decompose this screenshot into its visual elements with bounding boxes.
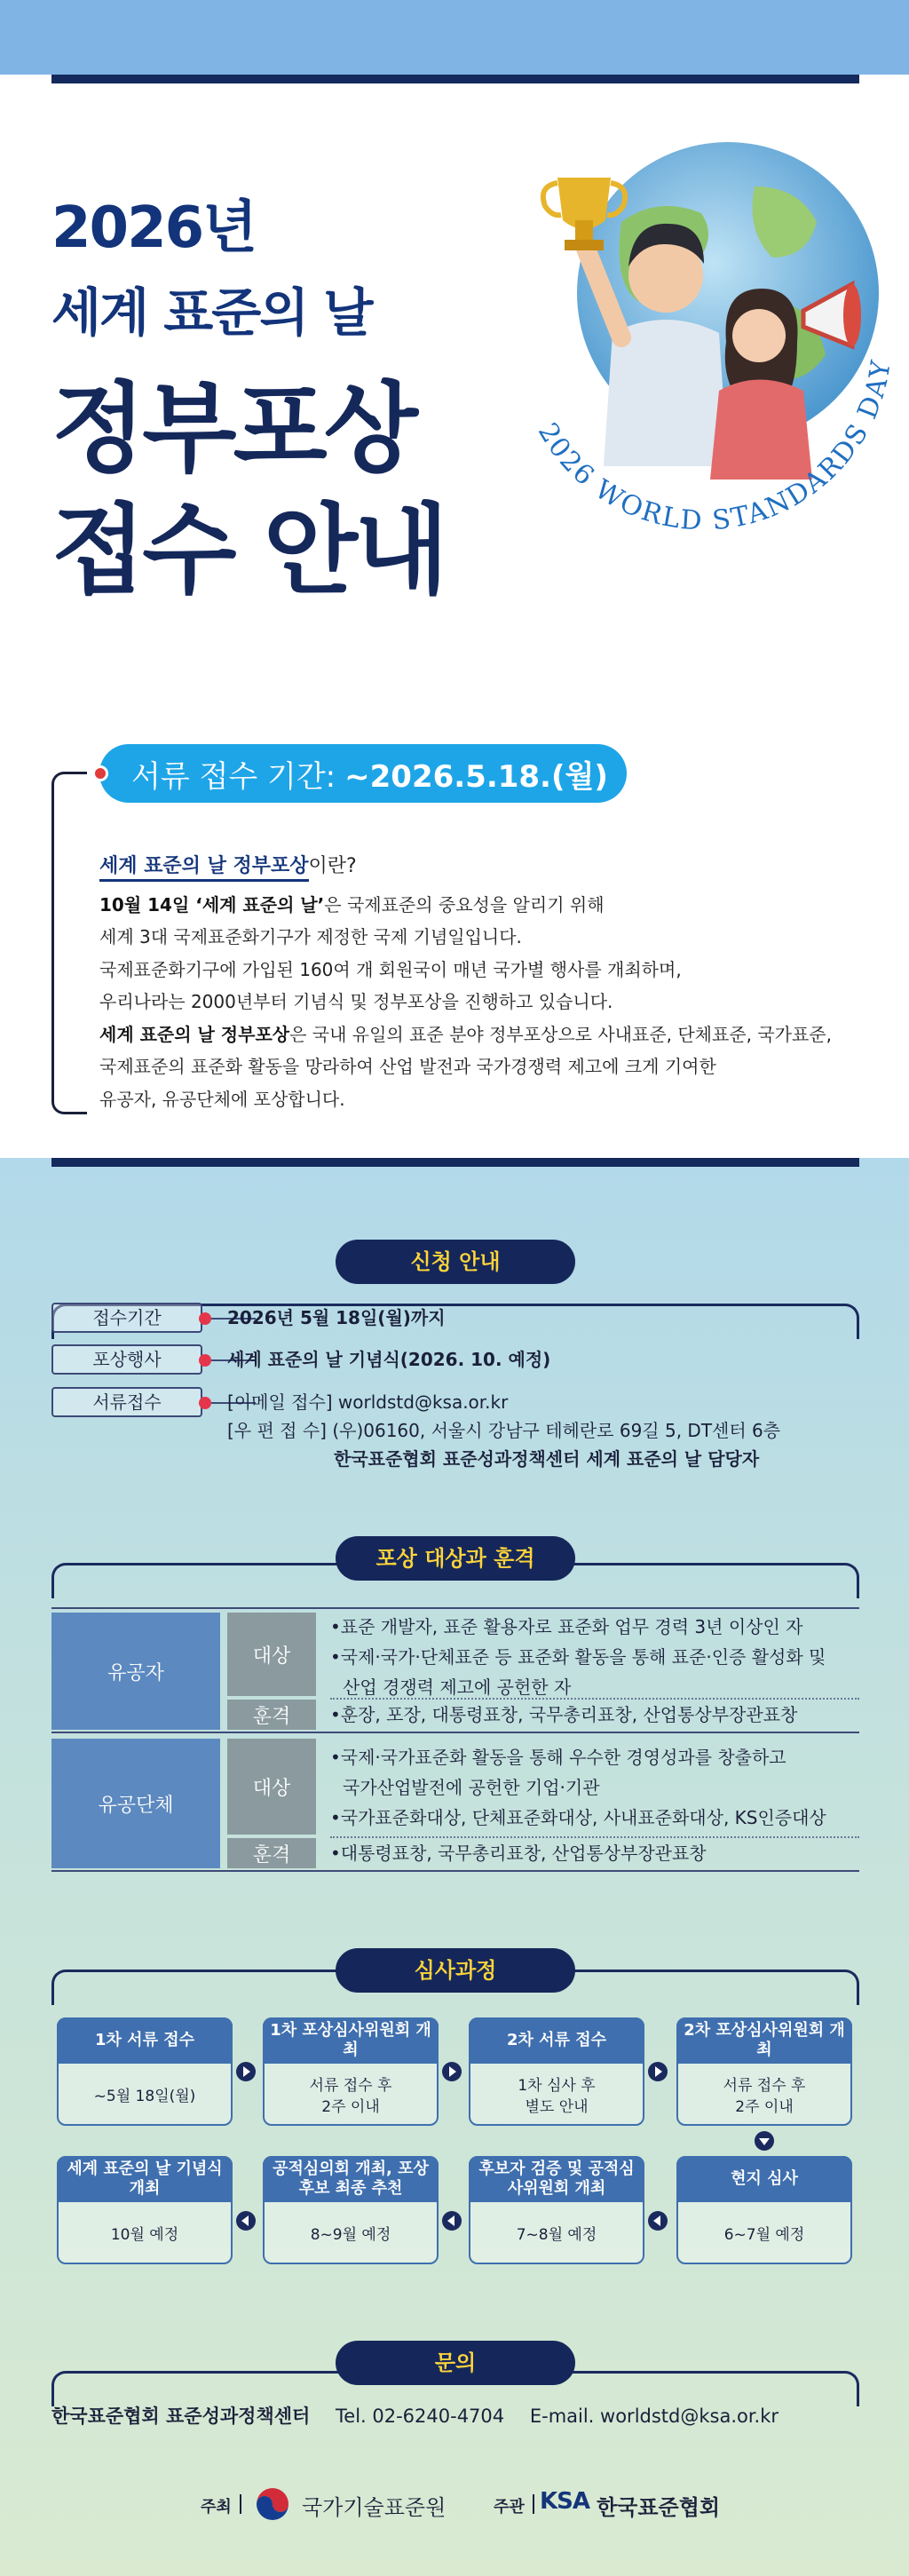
ksa-logo: KSA: [540, 2488, 589, 2515]
individual-target-line: 산업 경쟁력 제고에 공헌한 자: [343, 1676, 572, 1698]
intro-heading: [99, 851, 881, 884]
intro-line-3: 국제표준화기구에 가입된 160여 개 회원국이 매년 국가별 행사를 개최하며,: [99, 958, 682, 980]
submission-period-pill: [99, 744, 627, 803]
government-emblem-icon: [250, 2485, 295, 2524]
post-submission-line-2: 한국표준협회 표준성과정책센터 세계 표준의 날 담당자: [334, 1448, 760, 1470]
organization-target-line: •국제·국가표준화 활동을 통해 우수한 경영성과를 창출하고: [330, 1747, 786, 1768]
individual-category: 유공자: [51, 1613, 220, 1730]
individual-target-text: [330, 1612, 826, 1702]
bullet-dot: [199, 1397, 211, 1409]
application-row-label: 접수기간: [51, 1303, 202, 1333]
intro-heading-underlined: 세계 표준의 날 정부포상: [99, 855, 309, 882]
intro-heading-suffix: 이란?: [308, 855, 357, 877]
title-notice: 접수 안내: [51, 494, 446, 607]
review-step: [469, 2017, 644, 2126]
review-step: [57, 2156, 233, 2264]
bullet-dot: [199, 1312, 211, 1325]
title-year: 2026년: [51, 195, 256, 261]
review-step: [676, 2017, 852, 2126]
details-divider: [51, 1158, 859, 1167]
application-title: 신청 안내: [336, 1240, 575, 1284]
individual-target-line: •표준 개발자, 표준 활용자로 표준화 업무 경력 3년 이상인 자: [330, 1616, 803, 1637]
intro-bracket: [51, 772, 87, 1114]
individual-rank-label: 훈격: [227, 1700, 316, 1730]
individual-rank-text: •훈장, 포장, 대통령표창, 국무총리표창, 산업통상부장관표창: [330, 1704, 798, 1725]
application-row: [51, 1344, 859, 1375]
footer-separator: [240, 2494, 241, 2514]
intro-line-5-rest: 은 국내 유일의 표준 분야 정부포상으로 사내표준, 단체표준, 국가표준,: [289, 1023, 832, 1045]
arrow-right-icon: [236, 2062, 256, 2081]
organizer-org: 한국표준협회: [597, 2495, 721, 2520]
intro-line-5: [99, 1019, 881, 1051]
review-step-title: 공적심의회 개최, 포상후보 최종 추천: [263, 2156, 439, 2202]
awards-title: 포상 대상과 훈격: [336, 1536, 575, 1581]
hero-divider: [51, 75, 859, 83]
review-step-title: 세계 표준의 날 기념식 개최: [57, 2156, 233, 2202]
application-row-label: 서류접수: [51, 1387, 202, 1417]
contact-org: 한국표준협회 표준성과정책센터: [51, 2406, 311, 2427]
application-row: [51, 1387, 859, 1417]
review-step-detail: 7~8월 예정: [516, 2226, 597, 2244]
bullet-dot: [199, 1354, 211, 1367]
host-label: 주최: [201, 2498, 232, 2517]
review-step-title: 후보자 검증 및 공적심사위원회 개최: [469, 2156, 644, 2202]
organization-category: 유공단체: [51, 1739, 220, 1868]
review-step-title: 2차 포상심사위원회 개최: [676, 2017, 852, 2064]
contact-phone[interactable]: Tel. 02-6240-4704: [336, 2406, 505, 2427]
organization-target-line: 국가산업발전에 공헌한 기업·기관: [343, 1777, 600, 1798]
review-step-detail: 1차 심사 후 별도 안내: [518, 2077, 596, 2116]
period-dot: [92, 765, 108, 781]
intro-line-7: 유공자, 유공단체에 포상합니다.: [99, 1088, 345, 1110]
review-step-detail: 10월 예정: [110, 2226, 179, 2244]
title-event: 세계 표준의 날: [51, 282, 372, 343]
review-step-detail: 8~9월 예정: [310, 2226, 391, 2244]
review-step-title: 현지 심사: [676, 2156, 852, 2202]
organizer-label: 주관: [494, 2498, 525, 2517]
application-row-value: 세계 표준의 날 기념식(2026. 10. 예정): [227, 1349, 551, 1370]
intro-line-1-rest: 은 국제표준의 중요성을 알리기 위해: [324, 893, 605, 915]
application-row-value: 2026년 5월 18일(월)까지: [227, 1307, 446, 1328]
table-top-rule: [51, 1607, 859, 1609]
application-row-label: 포상행사: [51, 1344, 202, 1375]
email-submission[interactable]: [이메일 접수] worldstd@ksa.or.kr: [227, 1391, 509, 1413]
arc-title: 2026 WORLD STANDARDS DAY: [531, 356, 897, 533]
top-strip: [0, 0, 909, 75]
period-label: 서류 접수 기간:: [131, 758, 336, 795]
arrow-left-icon: [236, 2211, 256, 2231]
arrow-down-icon: [755, 2131, 774, 2151]
review-step-detail: ~5월 18일(월): [93, 2088, 196, 2105]
footer-separator: [533, 2494, 534, 2514]
table-bottom-rule: [51, 1870, 859, 1872]
contact-info: [51, 2402, 779, 2429]
review-step: [263, 2156, 439, 2264]
individual-target-line: •국제·국가·단체표준 등 표준화 활동을 통해 표준·인증 활성화 및: [330, 1646, 826, 1668]
review-step-detail: 서류 접수 후 2주 이내: [723, 2077, 806, 2116]
contact-email[interactable]: E-mail. worldstd@ksa.or.kr: [529, 2406, 779, 2427]
intro-line-4: 우리나라는 2000년부터 기념식 및 정부포상을 진행하고 있습니다.: [99, 991, 613, 1012]
organization-target-line: •국가표준화대상, 단체표준화대상, 사내표준화대상, KS인증대상: [330, 1807, 826, 1828]
arrow-left-icon: [442, 2211, 462, 2231]
contact-title: 문의: [336, 2341, 575, 2385]
intro-line-6: 국제표준의 표준화 활동을 망라하여 산업 발전과 국가경쟁력 제고에 크게 기여한: [99, 1056, 716, 1077]
intro-line-1-bold: 10월 14일 ‘세계 표준의 날’: [99, 893, 325, 915]
intro-line-5-bold: 세계 표준의 날 정부포상: [99, 1023, 290, 1045]
review-step: [263, 2017, 439, 2126]
review-title: 심사과정: [336, 1948, 575, 1993]
intro-line-2: 세계 3대 국제표준화기구가 제정한 국제 기념일입니다.: [99, 926, 522, 947]
individual-target-label: 대상: [227, 1613, 316, 1696]
footer: [0, 2479, 909, 2529]
review-step-title: 1차 포상심사위원회 개최: [263, 2017, 439, 2064]
organization-target-label: 대상: [227, 1739, 316, 1835]
review-step: [469, 2156, 644, 2264]
table-middle-rule: [51, 1732, 859, 1733]
application-row: [51, 1303, 859, 1333]
intro-line-1: [99, 889, 881, 922]
post-submission-line-1: [우 편 접 수] (우)06160, 서울시 강남구 테헤란로 69길 5, DT센터 6층: [227, 1420, 781, 1441]
organization-rank-text: •대통령표창, 국무총리표창, 산업통상부장관표창: [330, 1843, 707, 1864]
review-step-title: 1차 서류 접수: [57, 2017, 233, 2064]
review-step-detail: 6~7월 예정: [723, 2226, 805, 2244]
intro-text: [99, 851, 881, 1115]
period-date: ~2026.5.18.(월): [344, 758, 608, 795]
review-step-title: 2차 서류 접수: [469, 2017, 644, 2064]
review-step-detail: 서류 접수 후 2주 이내: [309, 2077, 392, 2116]
review-step: [676, 2156, 852, 2264]
world-standards-day-illustration: [488, 124, 905, 533]
review-step: [57, 2017, 233, 2126]
arrow-right-icon: [648, 2062, 668, 2081]
arrow-right-icon: [442, 2062, 462, 2081]
host-org: 국가기술표준원: [302, 2495, 447, 2520]
arrow-left-icon: [648, 2211, 668, 2231]
title-award: 정부포상: [51, 372, 415, 486]
organization-target-text: [330, 1742, 826, 1833]
organization-rank-label: 훈격: [227, 1838, 316, 1868]
